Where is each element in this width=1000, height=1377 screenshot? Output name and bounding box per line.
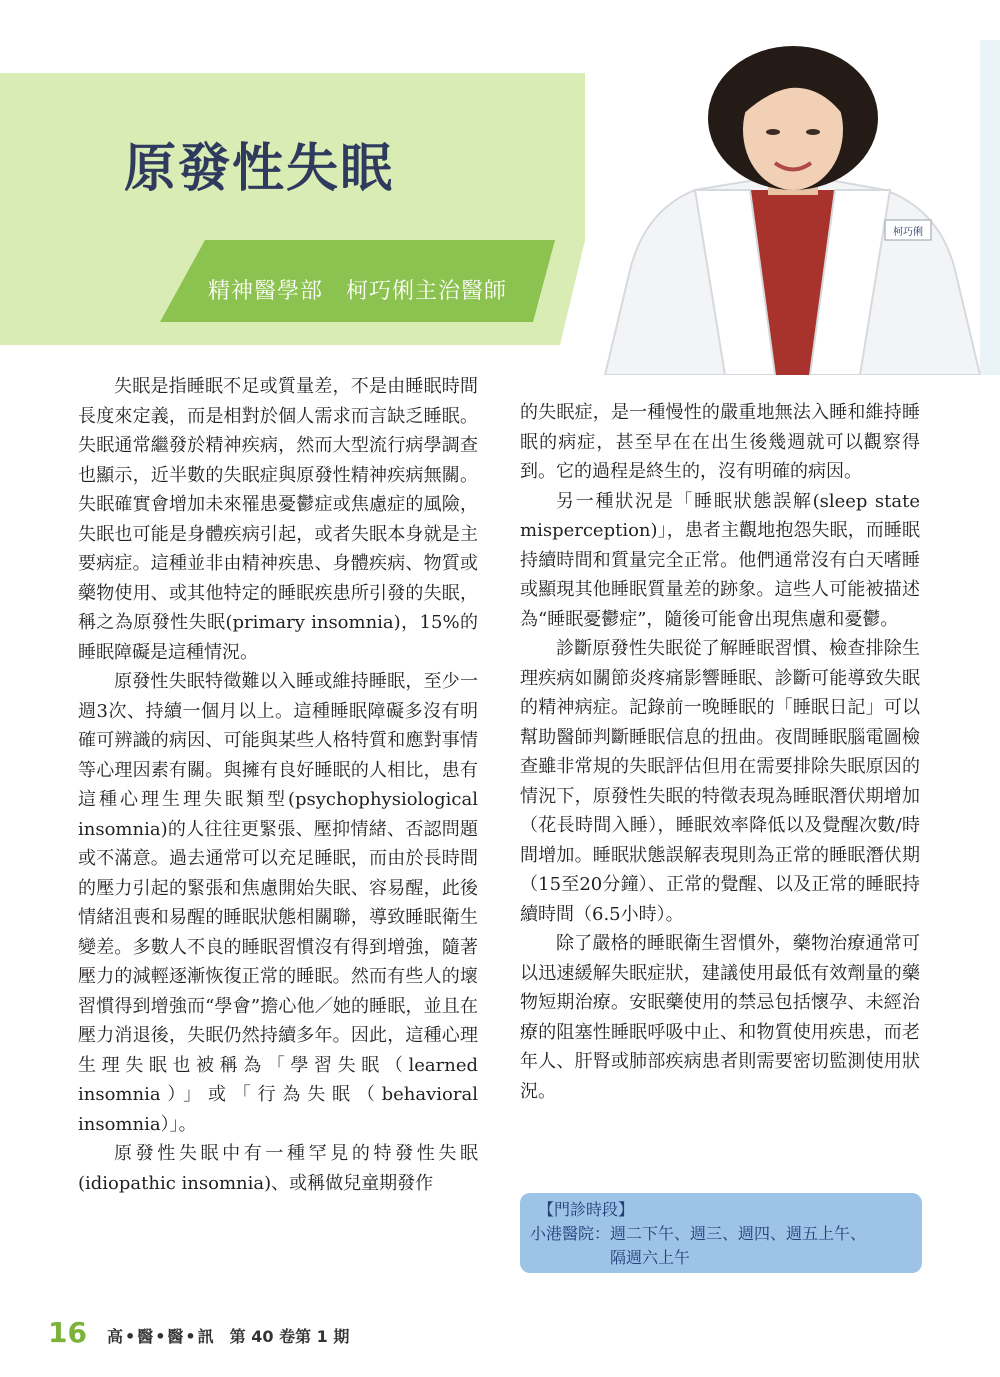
paragraph: 原發性失眠特徵難以入睡或維持睡眠，至少一週3次、持續一個月以上。這種睡眠障礙多沒有明確可辨識的病因、可能與某些人格特質和應對事情等心理因素有關。與擁有良好睡眠的人相比，患有這種心理生理失眠類型(psychophysiological insomnia)的人往往更緊張、壓抑情緒、否認問題或不滿意。過去通常可以充足睡眠，而由於長時間的壓力引起的緊張和焦慮開始失眠、容易醒，此後情緒沮喪和易醒的睡眠狀態相關聯，導致睡眠衛生變差。多數人不良的睡眠習慣沒有得到增強，隨著壓力的減輕逐漸恢復正常的睡眠。然而有些人的壞習慣得到增強而“學會”擔心他／她的睡眠，並且在壓力消退後，失眠仍然持續多年。因此，這種心理生理失眠也被稱為「學習失眠（learned insomnia）」或「行為失眠（behavioral insomnia）」。 — [78, 671, 478, 1135]
clinic-location: 小港醫院： — [530, 1224, 611, 1243]
paragraph: 另一種狀況是「睡眠狀態誤解(sleep state misperception)」，患者主觀地抱怨失眠，而睡眠持續時間和質量完全正常。他們通常沒有白天嗜睡或顯現其他睡眠質量差的跡象。這些人可能被描述為“睡眠憂鬱症”，隨後可能會出現焦慮和憂鬱。 — [520, 490, 920, 630]
article-column-right — [520, 398, 920, 1106]
paragraph: 的失眠症，是一種慢性的嚴重地無法入睡和維持睡眠的病症，甚至早在在出生後幾週就可以觀察得到。它的過程是終生的，沒有明確的病因。 — [520, 402, 920, 482]
clinic-row — [530, 1222, 912, 1270]
paragraph: 診斷原發性失眠從了解睡眠習慣、檢查排除生理疾病如關節炎疼痛影響睡眠、診斷可能導致失眠的精神病症。記錄前一晚睡眠的「睡眠日記」可以幫助醫師判斷睡眠信息的扭曲。夜間睡眠腦電圖檢查雖非常規的失眠評估但用在需要排除失眠原因的情況下，原發性失眠的特徵表現為睡眠潛伏期增加（花長時間入睡），睡眠效率降低以及覺醒次數/時間增加。睡眠狀態誤解表現則為正常的睡眠潛伏期（15至20分鐘）、正常的覺醒、以及正常的睡眠持續時間（6.5小時）。 — [520, 638, 920, 925]
paragraph: 原發性失眠中有一種罕見的特發性失眠(idiopathic insomnia)、或稱做兒童期發作 — [78, 1143, 478, 1194]
name-badge: 柯巧俐 — [893, 227, 923, 238]
page-footer — [48, 1316, 349, 1349]
magazine-name: 高•醫•醫•訊 — [106, 1327, 216, 1346]
article-title: 原發性失眠 — [124, 139, 395, 199]
clinic-schedule-line: 隔週六上午 — [610, 1248, 691, 1267]
doctor-portrait — [585, 40, 1000, 375]
clinic-schedule-line: 週二下午、週三、週四、週五上午、 — [610, 1224, 867, 1243]
author-line: 精神醫學部 柯巧俐主治醫師 — [208, 279, 508, 304]
page-number: 16 — [48, 1316, 87, 1349]
paragraph: 失眠是指睡眠不足或質量差，不是由睡眠時間長度來定義，而是相對於個人需求而言缺乏睡眠。失眠通常繼發於精神疾病，然而大型流行病學調查也顯示，近半數的失眠症與原發性精神疾病無關。失眠確實會增加未來罹患憂鬱症或焦慮症的風險，失眠也可能是身體疾病引起，或者失眠本身就是主要病症。這種並非由精神疾患、身體疾病、物質或藥物使用、或其他特定的睡眠疾患所引發的失眠，稱之為原發性失眠(primary insomnia)，15%的睡眠障礙是這種情況。 — [78, 376, 478, 663]
clinic-hours-box — [520, 1193, 922, 1273]
clinic-schedule — [610, 1222, 866, 1270]
volume-issue: 第 40 卷第 1 期 — [229, 1327, 350, 1346]
clinic-heading: 【門診時段】 — [538, 1200, 635, 1219]
paragraph: 除了嚴格的睡眠衛生習慣外，藥物治療通常可以迅速緩解失眠症狀，建議使用最低有效劑量的藥物短期治療。安眠藥使用的禁忌包括懷孕、未經治療的阻塞性睡眠呼吸中止、和物質使用疾患，而老年人、肝腎或肺部疾病患者則需要密切監測使用狀況。 — [520, 933, 920, 1102]
article-column-left — [78, 372, 478, 1198]
